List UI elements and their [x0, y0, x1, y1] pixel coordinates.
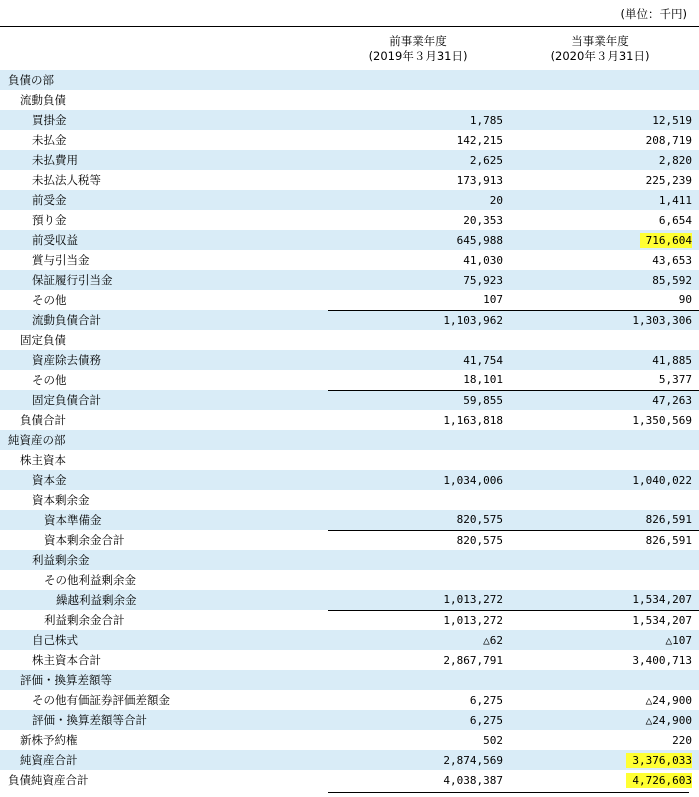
- prev-year-value: 18,101: [463, 373, 503, 387]
- table-row: [0, 570, 699, 590]
- prev-year-value: 41,754: [328, 350, 510, 370]
- prev-year-value: 1,013,272: [328, 590, 510, 610]
- prev-year-value: 820,575: [328, 510, 510, 530]
- row-label: 前受金: [0, 190, 328, 210]
- header-prev-date: (2019年３月31日): [368, 49, 468, 63]
- curr-year-value: [510, 570, 699, 590]
- table-row: [0, 670, 699, 690]
- row-label: 固定負債合計: [0, 390, 328, 410]
- prev-year-value: [328, 330, 510, 350]
- prev-year-value: 645,988: [328, 230, 510, 250]
- curr-year-value: △24,900: [645, 693, 692, 707]
- curr-year-value: 208,719: [645, 133, 692, 147]
- table-row: [0, 290, 699, 310]
- table-row: [0, 170, 699, 190]
- prev-year-value: [328, 570, 510, 590]
- row-label: 評価・換算差額等合計: [0, 710, 328, 730]
- table-row: [0, 650, 699, 670]
- curr-year-value: [510, 430, 699, 450]
- row-label: 負債合計: [20, 413, 66, 427]
- table-row: [0, 150, 699, 170]
- balance-sheet-table: [0, 70, 699, 790]
- curr-year-value: 1,303,306: [510, 310, 699, 330]
- curr-year-value: [510, 670, 699, 690]
- prev-year-value: 142,215: [456, 133, 503, 147]
- prev-year-value: 1,785: [328, 110, 510, 130]
- row-label: 資本金: [0, 470, 328, 490]
- curr-year-value: 6,654: [658, 213, 692, 227]
- row-label: 資本準備金: [0, 510, 328, 530]
- table-row: [0, 430, 699, 450]
- row-label: 利益剰余金合計: [44, 613, 125, 627]
- table-row: [0, 630, 699, 650]
- curr-year-value: 43,653: [652, 253, 692, 267]
- table-row: [0, 470, 699, 490]
- prev-year-value: 75,923: [328, 270, 510, 290]
- curr-year-value: 41,885: [510, 350, 699, 370]
- row-label: 流動負債合計: [0, 310, 328, 330]
- prev-year-value: [328, 550, 510, 570]
- curr-year-value: 225,239: [645, 173, 692, 187]
- row-label: その他: [32, 373, 67, 387]
- table-row: [0, 590, 699, 610]
- header-curr-date: (2020年３月31日): [550, 49, 650, 63]
- prev-year-value: 1,163,818: [443, 413, 503, 427]
- curr-year-value: 1,040,022: [510, 470, 699, 490]
- curr-year-value: 826,591: [510, 510, 699, 530]
- table-row: [0, 710, 699, 730]
- table-row: [0, 550, 699, 570]
- table-row: [0, 250, 699, 270]
- prev-year-value: 4,038,387: [443, 773, 503, 787]
- row-label: 新株予約権: [20, 733, 78, 747]
- curr-year-value: [510, 490, 699, 510]
- row-label: 未払金: [32, 133, 67, 147]
- prev-year-value: [328, 70, 510, 90]
- table-row: [0, 450, 699, 470]
- prev-year-value: 1,034,006: [328, 470, 510, 490]
- curr-year-value: [510, 230, 699, 250]
- table-row: [0, 490, 699, 510]
- curr-year-value: 1,534,207: [510, 610, 699, 630]
- row-label: 固定負債: [20, 333, 66, 347]
- row-label: 前受収益: [0, 230, 328, 250]
- top-rule: [0, 26, 699, 27]
- table-row: [0, 130, 699, 150]
- prev-year-value: 173,913: [456, 173, 503, 187]
- prev-year-value: 6,275: [469, 693, 503, 707]
- prev-year-value: [328, 450, 510, 470]
- prev-year-value: 502: [483, 733, 503, 747]
- prev-year-value: [328, 670, 510, 690]
- curr-year-value: [510, 330, 699, 350]
- row-label: 資産除去債務: [0, 350, 328, 370]
- table-row: [0, 230, 699, 250]
- curr-year-value: 826,591: [510, 530, 699, 550]
- table-row: [0, 390, 699, 410]
- curr-year-value: 1,350,569: [632, 413, 692, 427]
- header-curr-title: 当事業年度: [571, 34, 629, 48]
- prev-year-value: 20,353: [463, 213, 503, 227]
- curr-year-value: [510, 750, 699, 770]
- prev-year-value: △62: [328, 630, 510, 650]
- table-row: [0, 190, 699, 210]
- curr-year-value: 47,263: [510, 390, 699, 410]
- table-row: [0, 370, 699, 390]
- prev-year-value: [328, 430, 510, 450]
- table-row: [0, 70, 699, 90]
- row-label: 買掛金: [0, 110, 328, 130]
- table-row: [0, 270, 699, 290]
- row-label: 負債純資産合計: [8, 773, 89, 787]
- table-row: [0, 410, 699, 430]
- prev-year-value: 1,103,962: [328, 310, 510, 330]
- row-label: 評価・換算差額等: [0, 670, 328, 690]
- bottom-rule: [328, 792, 689, 793]
- table-row: [0, 750, 699, 770]
- highlighted-value: 4,726,603: [626, 773, 692, 788]
- curr-year-value: △24,900: [510, 710, 699, 730]
- row-label: 資本剰余金: [32, 493, 90, 507]
- row-label: 流動負債: [20, 93, 66, 107]
- row-label: 純資産合計: [0, 750, 328, 770]
- prev-year-value: [328, 90, 510, 110]
- row-label: その他利益剰余金: [44, 573, 136, 587]
- header-prev-year: [328, 34, 508, 64]
- curr-year-value: △107: [510, 630, 699, 650]
- prev-year-value: 41,030: [463, 253, 503, 267]
- table-row: [0, 510, 699, 530]
- prev-year-value: 2,874,569: [328, 750, 510, 770]
- header-curr-year: [510, 34, 690, 64]
- curr-year-value: 220: [672, 733, 692, 747]
- row-label: 純資産の部: [0, 430, 328, 450]
- table-row: [0, 770, 699, 790]
- table-row: [0, 110, 699, 130]
- curr-year-value: [510, 70, 699, 90]
- row-label: 株主資本合計: [32, 653, 101, 667]
- table-row: [0, 330, 699, 350]
- table-row: [0, 530, 699, 550]
- table-row: [0, 210, 699, 230]
- curr-year-value: [510, 550, 699, 570]
- curr-year-value: 90: [678, 293, 692, 307]
- curr-year-value: [510, 90, 699, 110]
- curr-year-value: [510, 770, 699, 790]
- prev-year-value: 1,013,272: [328, 610, 510, 630]
- prev-year-value: 820,575: [328, 530, 510, 550]
- prev-year-value: 2,867,791: [443, 653, 503, 667]
- highlighted-value: 716,604: [640, 233, 692, 248]
- prev-year-value: 59,855: [328, 390, 510, 410]
- row-label: 資本剰余金合計: [44, 533, 125, 547]
- table-row: [0, 690, 699, 710]
- table-row: [0, 310, 699, 330]
- row-label: 未払費用: [0, 150, 328, 170]
- unit-label: (単位：千円): [620, 7, 687, 21]
- curr-year-value: [510, 450, 699, 470]
- row-label: 繰越利益剰余金: [0, 590, 328, 610]
- row-label: 預り金: [32, 213, 67, 227]
- curr-year-value: 3,400,713: [632, 653, 692, 667]
- row-label: その他有価証券評価差額金: [32, 693, 170, 707]
- header-prev-title: 前事業年度: [389, 34, 447, 48]
- curr-year-value: 12,519: [510, 110, 699, 130]
- curr-year-value: 85,592: [510, 270, 699, 290]
- row-label: 未払法人税等: [32, 173, 101, 187]
- table-row: [0, 610, 699, 630]
- prev-year-value: 107: [483, 293, 503, 307]
- table-row: [0, 730, 699, 750]
- curr-year-value: 2,820: [510, 150, 699, 170]
- highlighted-value: 3,376,033: [626, 753, 692, 768]
- curr-year-value: 1,411: [510, 190, 699, 210]
- row-label: 株主資本: [20, 453, 66, 467]
- table-row: [0, 350, 699, 370]
- curr-year-value: 5,377: [658, 373, 692, 387]
- table-row: [0, 90, 699, 110]
- row-label: その他: [32, 293, 67, 307]
- row-label: 賞与引当金: [32, 253, 90, 267]
- curr-year-value: 1,534,207: [510, 590, 699, 610]
- row-label: 保証履行引当金: [0, 270, 328, 290]
- row-label: 利益剰余金: [0, 550, 328, 570]
- prev-year-value: [328, 490, 510, 510]
- prev-year-value: 6,275: [328, 710, 510, 730]
- prev-year-value: 2,625: [328, 150, 510, 170]
- row-label: 負債の部: [0, 70, 328, 90]
- prev-year-value: 20: [328, 190, 510, 210]
- row-label: 自己株式: [0, 630, 328, 650]
